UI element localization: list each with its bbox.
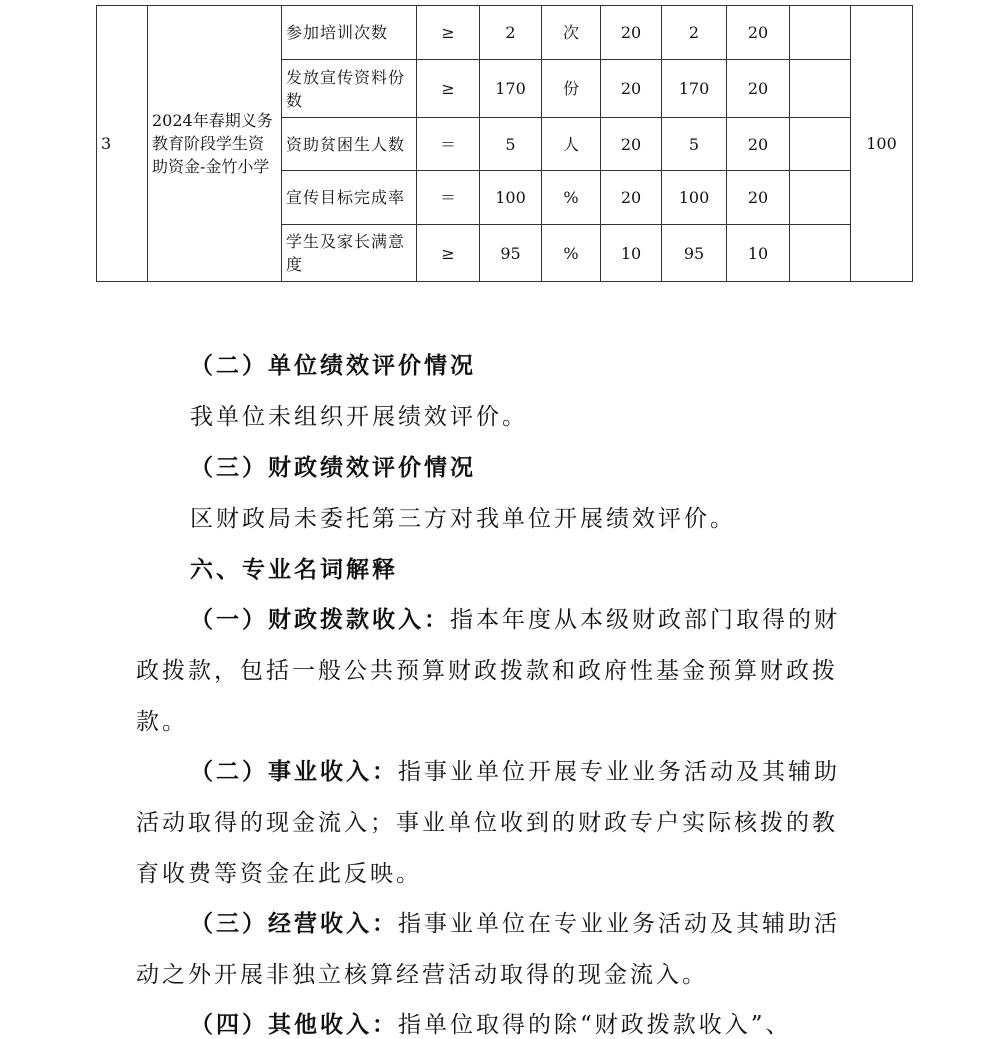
term-1-label: （一）财政拨款收入：: [190, 606, 450, 633]
indicator-cell: 发放宣传资料份数: [282, 60, 417, 118]
actual-cell: 170: [662, 60, 727, 118]
unit-cell: 次: [542, 6, 601, 60]
op-cell: ≥: [417, 225, 480, 282]
heading-fin-eval: （三）财政绩效评价情况: [190, 454, 476, 481]
indicator-cell: 参加培训次数: [282, 6, 417, 60]
indicator-cell: 资助贫困生人数: [282, 118, 417, 171]
weight-cell: 20: [601, 171, 662, 225]
actual-cell: 2: [662, 6, 727, 60]
score-cell: 20: [727, 118, 790, 171]
term-1-line-1: （一）财政拨款收入：指本年度从本级财政部门取得的财: [190, 606, 840, 633]
actual-cell: 5: [662, 118, 727, 171]
op-cell: ≥: [417, 6, 480, 60]
unit-cell: %: [542, 225, 601, 282]
target-cell: 95: [480, 225, 542, 282]
note-cell: [790, 118, 851, 171]
term-1-line-2: 政拨款，包括一般公共预算财政拨款和政府性基金预算财政拨: [136, 658, 838, 684]
note-cell: [790, 6, 851, 60]
target-cell: 100: [480, 171, 542, 225]
target-cell: 2: [480, 6, 542, 60]
table-row: [97, 6, 913, 60]
actual-cell: 95: [662, 225, 727, 282]
op-cell: ＝: [417, 118, 480, 171]
op-cell: ＝: [417, 171, 480, 225]
indicator-cell: 学生及家长满意度: [282, 225, 417, 282]
project-cell: 2024年春期义务教育阶段学生资助资金-金竹小学: [148, 6, 282, 282]
term-2-line-2: 活动取得的现金流入；事业单位收到的财政专户实际核拨的教: [136, 810, 838, 836]
heading-terms: 六、专业名词解释: [190, 556, 398, 583]
term-2-line-1: （二）事业收入：指事业单位开展专业业务活动及其辅助: [190, 758, 840, 785]
weight-cell: 10: [601, 225, 662, 282]
indicator-cell: 宣传目标完成率: [282, 171, 417, 225]
note-cell: [790, 225, 851, 282]
score-cell: 20: [727, 60, 790, 118]
term-3-line-2: 动之外开展非独立核算经营活动取得的现金流入。: [136, 962, 708, 988]
unit-cell: %: [542, 171, 601, 225]
note-cell: [790, 60, 851, 118]
score-cell: 10: [727, 225, 790, 282]
term-3-label: （三）经营收入：: [190, 910, 398, 937]
weight-cell: 20: [601, 60, 662, 118]
term-4-label: （四）其他收入：: [190, 1011, 398, 1038]
op-cell: ≥: [417, 60, 480, 118]
seq-cell: 3: [97, 6, 148, 282]
score-cell: 20: [727, 171, 790, 225]
weight-cell: 20: [601, 118, 662, 171]
unit-cell: 人: [542, 118, 601, 171]
target-cell: 170: [480, 60, 542, 118]
term-2-line-3: 育收费等资金在此反映。: [136, 861, 422, 887]
actual-cell: 100: [662, 171, 727, 225]
term-2-label: （二）事业收入：: [190, 758, 398, 785]
total-score-cell: 100: [851, 6, 913, 282]
term-4-line-1: （四）其他收入：指单位取得的除“财政拨款收入”、: [190, 1011, 792, 1038]
paragraph-fin-eval: 区财政局未委托第三方对我单位开展绩效评价。: [190, 506, 736, 532]
heading-unit-eval: （二）单位绩效评价情况: [190, 352, 476, 379]
unit-cell: 份: [542, 60, 601, 118]
performance-table: [96, 5, 913, 282]
weight-cell: 20: [601, 6, 662, 60]
note-cell: [790, 171, 851, 225]
paragraph-unit-eval: 我单位未组织开展绩效评价。: [190, 404, 528, 430]
score-cell: 20: [727, 6, 790, 60]
target-cell: 5: [480, 118, 542, 171]
term-1-line-3: 款。: [136, 709, 188, 735]
term-3-line-1: （三）经营收入：指事业单位在专业业务活动及其辅助活: [190, 910, 840, 937]
